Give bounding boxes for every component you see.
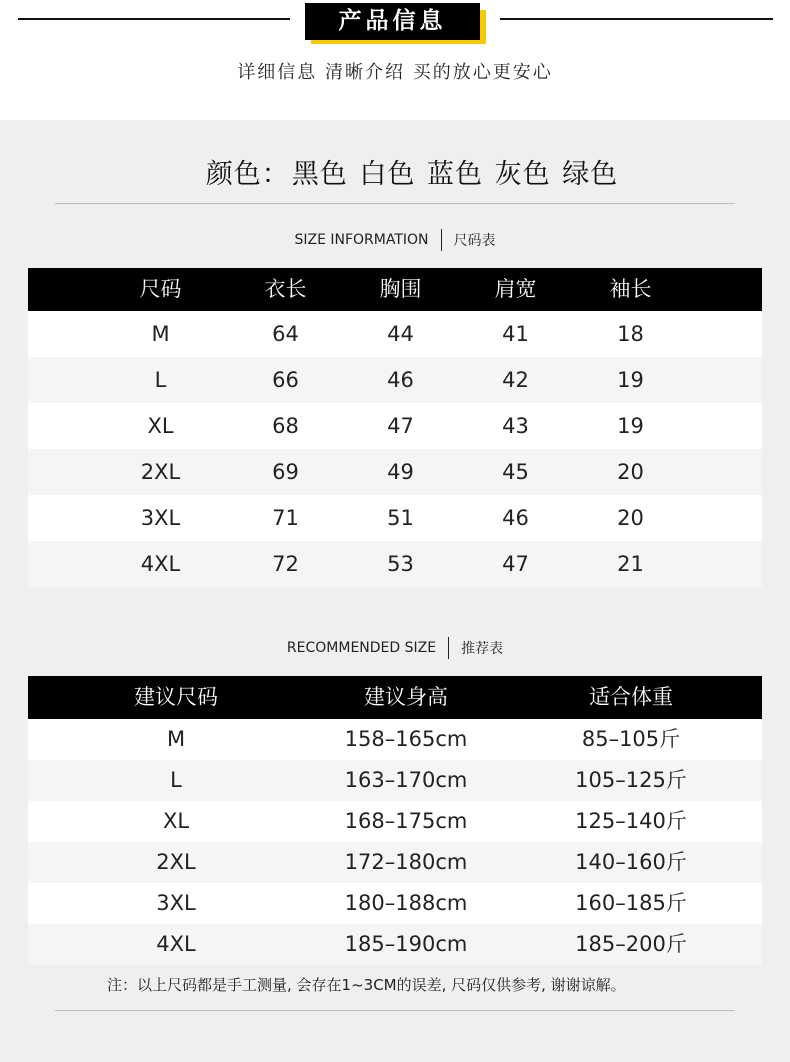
color-option: 灰色 xyxy=(494,159,551,190)
table-cell: 66 xyxy=(272,368,299,392)
table-cell: 180–188cm xyxy=(344,891,468,915)
header-cell: 建议身高 xyxy=(364,685,448,709)
table-cell: 42 xyxy=(502,368,529,392)
table-row xyxy=(28,357,762,403)
header-cell: 建议尺码 xyxy=(134,685,218,709)
product-info-header xyxy=(0,0,790,120)
table-row xyxy=(28,842,762,883)
table-cell: 43 xyxy=(502,414,529,438)
recommend-section-label xyxy=(0,637,790,659)
color-option: 白色 xyxy=(359,159,416,190)
recommend-label-en: RECOMMENDED SIZE xyxy=(286,640,437,656)
table-cell: 172–180cm xyxy=(344,850,468,874)
table-row xyxy=(28,801,762,842)
table-cell: 4XL xyxy=(140,552,181,576)
label-separator xyxy=(441,229,442,251)
header-cell: 肩宽 xyxy=(494,277,537,301)
header-cell: 衣长 xyxy=(264,277,307,301)
recommend-table-header xyxy=(28,676,762,719)
table-cell: 160–185斤 xyxy=(575,891,687,915)
header-rule-right xyxy=(500,18,773,20)
table-cell: 71 xyxy=(272,506,299,530)
table-row xyxy=(28,311,762,357)
size-label-en: SIZE INFORMATION xyxy=(294,232,429,248)
color-option: 绿色 xyxy=(562,159,619,190)
size-section-label xyxy=(0,229,790,251)
bottom-divider xyxy=(55,1010,735,1011)
page-title: 产品信息 xyxy=(305,3,480,40)
table-cell: 46 xyxy=(502,506,529,530)
size-table xyxy=(28,268,762,587)
table-cell: 45 xyxy=(502,460,529,484)
table-cell: 64 xyxy=(272,322,299,346)
table-cell: 105–125斤 xyxy=(575,768,687,792)
table-cell: 2XL xyxy=(156,850,196,874)
color-option: 蓝色 xyxy=(427,159,483,190)
table-cell: 41 xyxy=(502,322,529,346)
table-cell: M xyxy=(166,727,186,751)
table-row xyxy=(28,449,762,495)
table-cell: 44 xyxy=(387,322,414,346)
table-cell: 68 xyxy=(272,414,299,438)
recommend-table-body xyxy=(28,719,762,965)
table-cell: 3XL xyxy=(156,891,196,915)
recommend-table xyxy=(28,676,762,965)
table-cell: 47 xyxy=(502,552,529,576)
color-label: 颜色： xyxy=(205,159,290,190)
table-row xyxy=(28,719,762,760)
table-cell: XL xyxy=(147,414,174,438)
header-rule-left xyxy=(18,18,290,20)
table-cell: L xyxy=(170,768,182,792)
size-table-body xyxy=(28,311,762,587)
page-subtitle: 详细信息 清晰介绍 买的放心更安心 xyxy=(237,62,553,83)
table-cell: L xyxy=(154,368,167,392)
measurement-note: 注：以上尺码都是手工测量, 会存在1~3CM的误差, 尺码仅供参考, 谢谢谅解。 xyxy=(107,976,626,994)
table-cell: 185–190cm xyxy=(344,932,468,956)
table-cell: 20 xyxy=(617,460,644,484)
recommend-label-cn: 推荐表 xyxy=(461,641,504,657)
table-cell: 19 xyxy=(617,368,644,392)
header-cell: 适合体重 xyxy=(589,685,673,709)
color-option: 黑色 xyxy=(291,159,348,190)
size-table-header xyxy=(28,268,762,311)
table-cell: 158–165cm xyxy=(344,727,468,751)
table-cell: 46 xyxy=(387,368,414,392)
table-row xyxy=(28,883,762,924)
header-cell: 胸围 xyxy=(379,277,422,301)
table-cell: XL xyxy=(162,809,190,833)
table-row xyxy=(28,495,762,541)
table-cell: 168–175cm xyxy=(344,809,468,833)
table-cell: 21 xyxy=(617,552,644,576)
table-row xyxy=(28,403,762,449)
table-row xyxy=(28,760,762,801)
table-cell: 125–140斤 xyxy=(575,809,687,833)
table-cell: 18 xyxy=(617,322,644,346)
table-cell: 19 xyxy=(617,414,644,438)
label-separator xyxy=(448,637,449,659)
color-options xyxy=(0,152,790,191)
size-label-cn: 尺码表 xyxy=(453,233,496,249)
table-row xyxy=(28,924,762,965)
table-cell: 2XL xyxy=(140,460,181,484)
table-row xyxy=(28,541,762,587)
section-divider xyxy=(55,203,735,204)
table-cell: 47 xyxy=(387,414,414,438)
table-cell: M xyxy=(151,322,170,346)
header-cell: 尺码 xyxy=(139,277,182,301)
table-cell: 140–160斤 xyxy=(575,850,687,874)
table-cell: 185–200斤 xyxy=(575,932,687,956)
table-cell: 51 xyxy=(387,506,414,530)
header-cell: 袖长 xyxy=(609,277,652,301)
table-cell: 20 xyxy=(617,506,644,530)
table-cell: 49 xyxy=(387,460,414,484)
table-cell: 69 xyxy=(272,460,299,484)
table-cell: 4XL xyxy=(156,932,196,956)
table-cell: 163–170cm xyxy=(344,768,468,792)
table-cell: 53 xyxy=(387,552,414,576)
table-cell: 3XL xyxy=(140,506,181,530)
table-cell: 72 xyxy=(272,552,299,576)
table-cell: 85–105斤 xyxy=(581,727,681,751)
